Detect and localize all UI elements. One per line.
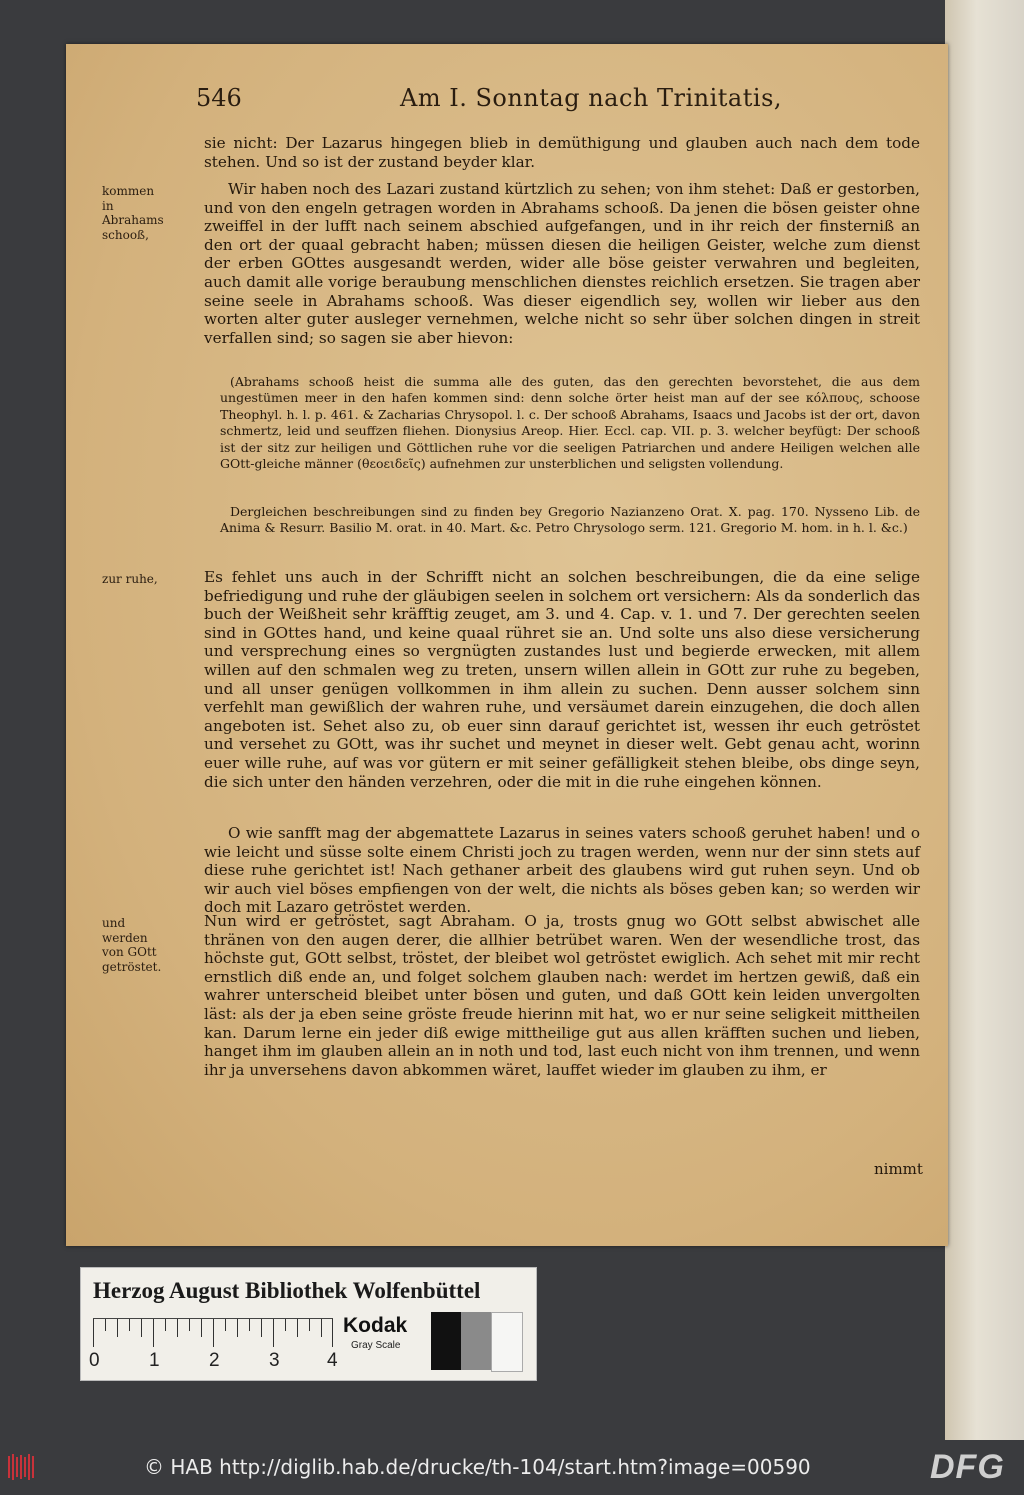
- scale-ruler: [93, 1318, 333, 1347]
- margin-note-3: und werden von GOtt getröstet.: [102, 916, 162, 974]
- gray-scale-label: Gray Scale: [351, 1340, 401, 1351]
- ruler-tick: [321, 1319, 322, 1337]
- quotation-text: (Abrahams schooß heist die summa alle des guten, das den gerechten bevorstehet, die aus dem ungestümen meer in den hafen kommen sind: denn solche örter heist man auf der see κόλπους, schoose Theophyl. h. l. p. 461. & Zacharias Chrysopol. l. c. Der schooß Abrahams, Isaacs und Jacobs ist der ort, davon schmertz, leid und seuffzen fliehen. Dionysius Areop. Hier. Eccl. cap. VII. p. 3. welcher beyfügt: Der schooß ist der sitz zur heiligen und Göttlichen ruhe vor die seeligen Patriarchen und andere Heiligen welchen alle GOtt-gleiche männer (θεοειδεῖς) aufnehmen zur unsterblichen und seligsten vollendung.: [220, 374, 920, 472]
- paragraph-text: Nun wird er getröstet, sagt Abraham. O ja, trosts gnug wo GOtt selbst abwischet alle thränen von den augen derer, die allhier betrübet waren. Wen der wesendliche trost, das höchste gut, GOtt selbst, tröstet, der bleibet wol getröstet ewiglich. Ach sehet mit mir recht ernstlich diß ende an, und folget solchem glauben nach: werdet im hertzen gewiß, daß ein wahrer unterscheid bleibet unter bösen und guten, und daß GOtt kein leiden unvergolten läst: als der ja eben seine gröste freude hierinn mit hat, wo er nur seine seligkeit mittheilen kan. Darum lerne ein jeder diß ewige mittheilige gut aus allen kräfften suchen und lieben, hanget ihm im glauben allein an in noth und tod, last euch nicht von ihm trennen, und wenn ihr ja unversehens davon abkommen wäret, lauffet wieder im glauben zu ihm, er: [204, 912, 920, 1079]
- ruler-tick: [117, 1319, 118, 1337]
- copyright-url[interactable]: © HAB http://diglib.hab.de/drucke/th-104/start.htm?image=00590: [144, 1455, 811, 1479]
- gray-patch-white: [491, 1312, 523, 1372]
- margin-note-1: kommen in Abrahams schooß,: [102, 184, 164, 242]
- paragraph-text: Wir haben noch des Lazari zustand kürtzlich zu sehen; von ihm stehet: Daß er gestorben, und von den engeln getragen worden in Abrahams schooß. Da jenen die bösen geister ohne zweiffel in der lufft nach seinem abschied aufgefangen, und in ihr reich der finsterniß an den ort der quaal gebracht haben; müssen diesen die heiligen Geister, welche zum dienst der erben GOttes ausgesandt werden, wider alle böse geister verwahren und begleiten, auch damit alle vorige beraubung menschlichen dienstes reichlich ersetzen. Sie tragen aber seine seele in Abrahams schooß. Was dieser eigendlich sey, wollen wir lieber aus den worten alter guter ausleger vernehmen, welche nicht so sehr über solchen dingen in streit verfallen sind; so sagen sie aber hievon:: [204, 180, 920, 347]
- ruler-tick: [273, 1319, 274, 1347]
- paragraph-text: Es fehlet uns auch in der Schrifft nicht an solchen beschreibungen, die da eine selige befriedigung und ruhe der gläubigen seelen in solchem ort versichern: Als da sonderlich das buch der Weißheit sehr kräfftig zeuget, am 3. und 4. Cap. v. 1. und 7. Der gerechten seelen sind in GOttes hand, und keine quaal rühret sie an. Und solte uns also diese versicherung und versprechung eines so vergnügten zustandes lust und begierde erwecken, mit allem willen auf den schmalen weg zu treten, unsern willen allein in GOtt zur ruhe zu begeben, und all unser genügen vollkommen in ihm allein zu suchen. Denn ausser solchem sinn verfehlt man gewißlich der wahren ruhe, und versäumet darein einzugehen, die doch allen angeboten ist. Sehet also zu, ob euer sinn darauf gerichtet ist, wessen ihr euch getröstet und versehet zu GOtt, was ihr suchet und meynet in dieser welt. Gebt genau acht, worinn euer wille ruhe, auf was vor gütern er mit seiner gefälligkeit stehen bleibe, obs dinge seyn, die sich unter den händen verzehren, oder die mit in die ruhe eingehen können.: [204, 568, 920, 791]
- ruler-tick: [153, 1319, 154, 1347]
- quotation-block: [220, 374, 920, 472]
- ruler-number: 3: [269, 1350, 280, 1371]
- ruler-number: 4: [327, 1350, 338, 1371]
- quotation-text: Dergleichen beschreibungen sind zu finden bey Gregorio Nazianzeno Orat. X. pag. 170. Nysseno Lib. de Anima & Resurr. Basilio M. orat. in 40. Mart. &c. Petro Chrysologo serm. 121. Gregorio M. hom. in h. l. &c.): [220, 504, 920, 536]
- ruler-tick: [213, 1319, 214, 1347]
- document-page: [66, 44, 948, 1246]
- paragraph-4: [204, 824, 920, 917]
- ruler-tick: [141, 1319, 142, 1337]
- ruler-number: 2: [209, 1350, 220, 1371]
- ruler-tick: [332, 1319, 333, 1347]
- hab-logo-icon: [6, 1452, 36, 1482]
- ruler-tick: [237, 1319, 238, 1337]
- running-head: Am I. Sonntag nach Trinitatis,: [400, 84, 783, 112]
- paragraph-text: sie nicht: Der Lazarus hingegen blieb in demüthigung und glauben auch nach dem tode stehen. Und so ist der zustand beyder klar.: [204, 134, 920, 171]
- adjacent-page-edge: [945, 0, 1024, 1440]
- ruler-tick: [189, 1319, 190, 1331]
- ruler-tick: [309, 1319, 310, 1331]
- ruler-tick: [165, 1319, 166, 1331]
- ruler-tick: [177, 1319, 178, 1337]
- paragraph-1: [204, 134, 920, 171]
- paragraph-2: [204, 180, 920, 347]
- dfg-logo: DFG: [930, 1448, 1005, 1486]
- paragraph-text: O wie sanfft mag der abgemattete Lazarus in seines vaters schooß geruhet haben! und o wie leicht und süsse solte einem Christi joch zu tragen werden, wenn nur der sinn stets auf diese ruhe gerichtet ist! Nach gethaner arbeit des glaubens wird gut ruhen seyn. Und ob wir auch viel böses empfiengen von der welt, die nichts als böses geben kan; so werden wir doch mit Lazaro getröstet werden.: [204, 824, 920, 917]
- ruler-tick: [93, 1319, 94, 1347]
- ruler-tick: [201, 1319, 202, 1337]
- ruler-tick: [129, 1319, 130, 1331]
- gray-patch-black: [431, 1312, 461, 1370]
- ruler-tick: [261, 1319, 262, 1337]
- kodak-brand: Kodak: [343, 1314, 408, 1337]
- ruler-number: 0: [89, 1350, 100, 1371]
- ruler-tick: [297, 1319, 298, 1337]
- ruler-tick: [249, 1319, 250, 1331]
- catchword: nimmt: [874, 1160, 923, 1178]
- ruler-tick: [285, 1319, 286, 1331]
- margin-note-2: zur ruhe,: [102, 572, 158, 586]
- gray-patch-mid: [461, 1312, 491, 1370]
- ruler-tick: [225, 1319, 226, 1331]
- quotation-block-2: [220, 504, 920, 537]
- paragraph-5: [204, 912, 920, 1079]
- page-number: 546: [196, 84, 242, 112]
- institution-name: Herzog August Bibliothek Wolfenbüttel: [93, 1278, 481, 1303]
- ruler-tick: [105, 1319, 106, 1331]
- ruler-number: 1: [149, 1350, 160, 1371]
- paragraph-3: [204, 568, 920, 791]
- library-color-card: [80, 1267, 537, 1381]
